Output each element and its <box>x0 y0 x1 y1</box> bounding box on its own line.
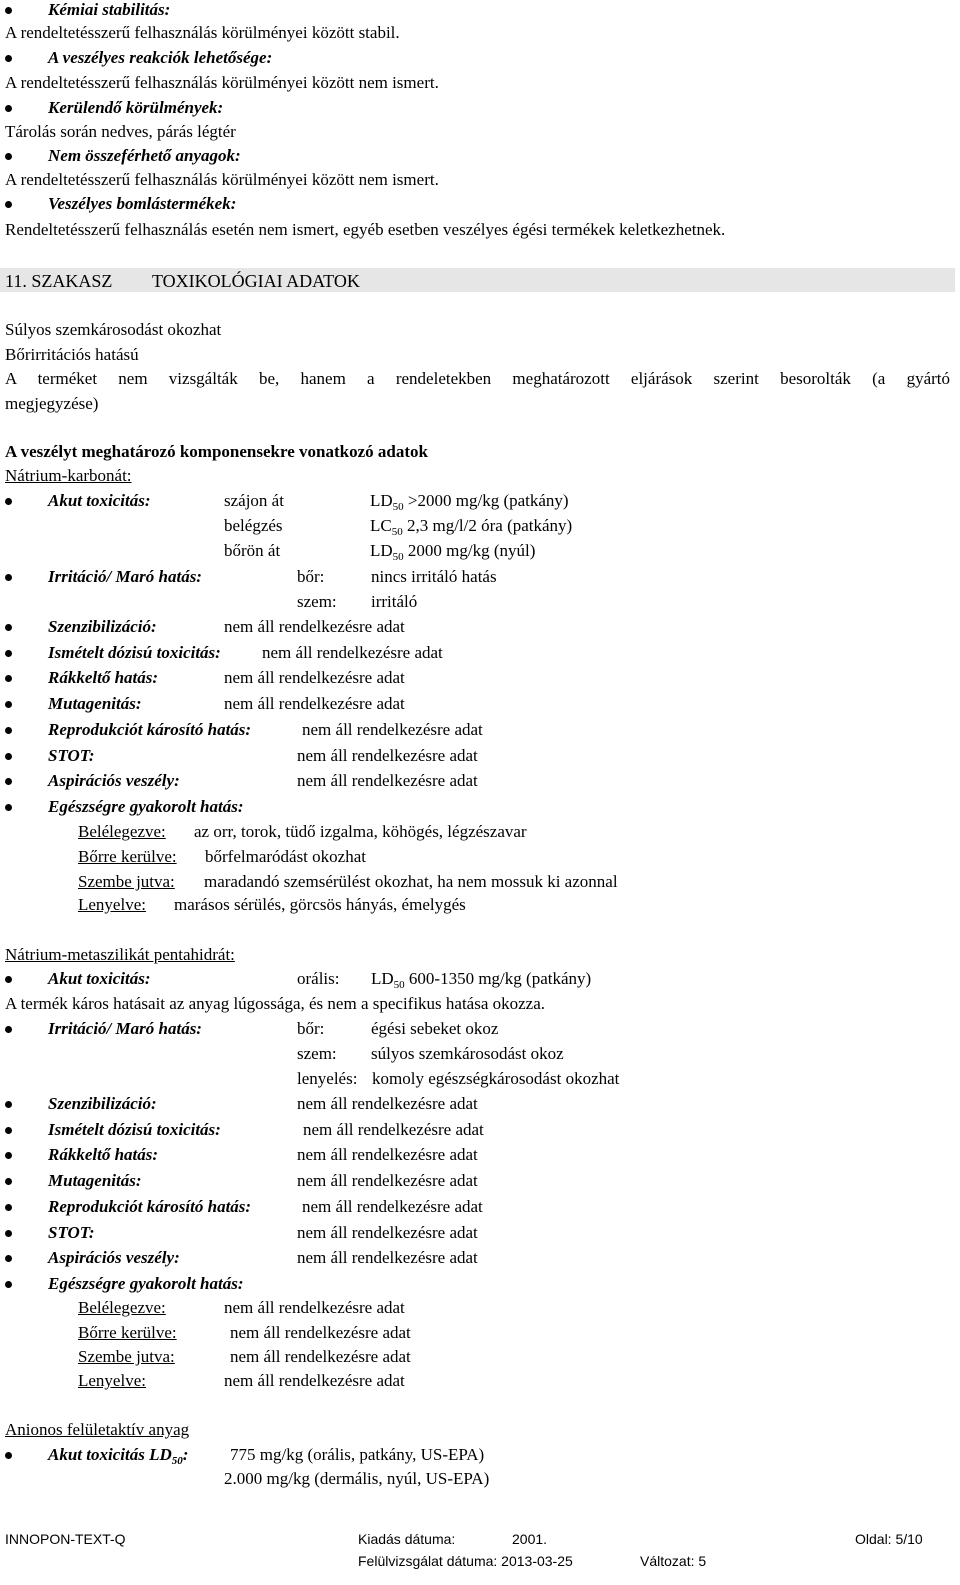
exposure-route: bőrön át <box>224 541 281 560</box>
acute-toxicity-label: Akut toxicitás: <box>48 491 151 510</box>
property-value: nem áll rendelkezésre adat <box>262 643 443 662</box>
irritation-key: szem: <box>297 1044 337 1063</box>
bullet-icon <box>5 201 12 208</box>
bullet-icon <box>5 1152 12 1159</box>
bullet-icon <box>5 650 12 657</box>
health-value: bőrfelmaródást okozhat <box>205 847 366 866</box>
bullet-icon <box>5 1178 12 1185</box>
bullet-icon <box>5 804 12 811</box>
bullet-icon <box>5 1255 12 1262</box>
item-title: Nem összeférhető anyagok: <box>48 146 241 165</box>
property-label: Ismételt dózisú toxicitás: <box>48 643 221 662</box>
health-value: nem áll rendelkezésre adat <box>224 1298 405 1317</box>
property-label: STOT: <box>48 746 95 765</box>
bullet-icon <box>5 1127 12 1134</box>
exposure-route: orális: <box>297 969 340 988</box>
item-text: A rendeltetésszerű felhasználás körülményei között stabil. <box>5 23 400 42</box>
acute-toxicity-label: Akut toxicitás: <box>48 969 151 988</box>
footer-product: INNOPON-TEXT-Q <box>5 1531 126 1547</box>
irritation-key: lenyelés: <box>297 1069 358 1088</box>
property-value: nem áll rendelkezésre adat <box>297 1223 478 1242</box>
item-title: Kémiai stabilitás: <box>48 0 171 19</box>
components-heading: A veszélyt meghatározó komponensekre vonatkozó adatok <box>5 442 428 461</box>
property-label: Ismételt dózisú toxicitás: <box>48 1120 221 1139</box>
health-key: Bőrre kerülve: <box>78 1323 177 1342</box>
bullet-icon <box>5 1230 12 1237</box>
bullet-icon <box>5 727 12 734</box>
footer-page-number: Oldal: 5/10 <box>855 1531 923 1547</box>
property-label: Szenzibilizáció: <box>48 1094 157 1113</box>
component-name: Anionos felületaktív anyag <box>5 1420 190 1439</box>
property-value: nem áll rendelkezésre adat <box>303 1120 484 1139</box>
property-value: nem áll rendelkezésre adat <box>224 617 405 636</box>
bullet-icon <box>5 498 12 505</box>
exposure-route: belégzés <box>224 516 283 535</box>
irritation-key: szem: <box>297 592 337 611</box>
health-value: nem áll rendelkezésre adat <box>230 1347 411 1366</box>
property-value: nem áll rendelkezésre adat <box>297 1171 478 1190</box>
acute-toxicity-label: Akut toxicitás $LD_{50}$: <box>48 1445 189 1467</box>
bullet-icon <box>5 624 12 631</box>
intro-paragraph-end: megjegyzése) <box>5 394 99 413</box>
bullet-icon <box>5 1101 12 1108</box>
irritation-value: égési sebeket okoz <box>371 1019 499 1038</box>
bullet-icon <box>5 574 12 581</box>
toxicity-value: $LC_{50}$ 2,3 mg/l/2 óra (patkány) <box>370 516 573 538</box>
component-note: A termék káros hatásait az anyag lúgossága, és nem a specifikus hatása okozza. <box>5 994 546 1013</box>
footer-issue-value: 2001. <box>512 1531 548 1547</box>
property-label: Aspirációs veszély: <box>48 771 180 790</box>
toxicity-value: $LD_{50}$ 600-1350 mg/kg (patkány) <box>371 969 592 991</box>
irritation-value: irritáló <box>371 592 418 611</box>
toxicity-value: 2.000 mg/kg (dermális, nyúl, US-EPA) <box>224 1469 490 1488</box>
section-number: 11. SZAKASZ <box>5 271 113 291</box>
property-label: Aspirációs veszély: <box>48 1248 180 1267</box>
health-value: marásos sérülés, görcsös hányás, émelygés <box>174 895 466 914</box>
item-title: Kerülendő körülmények: <box>48 98 224 117</box>
bullet-icon <box>5 1204 12 1211</box>
bullet-icon <box>5 105 12 112</box>
item-text: Rendeltetésszerű felhasználás esetén nem ismert, egyéb esetben veszélyes égési termékek keletkezhetnek. <box>5 220 726 239</box>
property-label: Rákkeltő hatás: <box>48 668 159 687</box>
footer-issue-label: Kiadás dátuma: <box>358 1531 456 1547</box>
health-key: Lenyelve: <box>78 895 146 914</box>
property-label: Mutagenitás: <box>48 1171 142 1190</box>
bullet-icon <box>5 153 12 160</box>
property-label: STOT: <box>48 1223 95 1242</box>
property-label: Reprodukciót károsító hatás: <box>48 1197 252 1216</box>
bullet-icon <box>5 701 12 708</box>
bullet-icon <box>5 55 12 62</box>
property-label: Mutagenitás: <box>48 694 142 713</box>
health-key: Belélegezve: <box>78 822 166 841</box>
bullet-icon <box>5 1281 12 1288</box>
property-value: nem áll rendelkezésre adat <box>224 694 405 713</box>
property-value: nem áll rendelkezésre adat <box>302 720 483 739</box>
intro-paragraph: A terméket nem vizsgálták be, hanem a rendeletekben meghatározott eljárások szerint besorolták (a gyártó <box>5 369 950 388</box>
health-value: az orr, torok, tüdő izgalma, köhögés, légzészavar <box>194 822 527 841</box>
irritation-label: Irritáció/ Maró hatás: <box>48 567 202 586</box>
section-header-bar <box>0 268 955 292</box>
bullet-icon <box>5 1026 12 1033</box>
property-value: nem áll rendelkezésre adat <box>297 771 478 790</box>
health-key: Belélegezve: <box>78 1298 166 1317</box>
irritation-key: bőr: <box>297 1019 325 1038</box>
irritation-label: Irritáció/ Maró hatás: <box>48 1019 202 1038</box>
irritation-value: nincs irritáló hatás <box>371 567 497 586</box>
property-value: nem áll rendelkezésre adat <box>297 1145 478 1164</box>
property-value: nem áll rendelkezésre adat <box>297 746 478 765</box>
intro-line: Bőrirritációs hatású <box>5 345 139 364</box>
component-name: Nátrium-metaszilikát pentahidrát: <box>5 945 235 964</box>
toxicity-value: $LD_{50}$ 2000 mg/kg (nyúl) <box>370 541 536 563</box>
property-value: nem áll rendelkezésre adat <box>297 1094 478 1113</box>
health-effects-label: Egészségre gyakorolt hatás: <box>48 797 244 816</box>
exposure-route: szájon át <box>224 491 284 510</box>
health-key: Szembe jutva: <box>78 1347 175 1366</box>
item-text: A rendeltetésszerű felhasználás körülményei között nem ismert. <box>5 73 439 92</box>
health-value: nem áll rendelkezésre adat <box>230 1323 411 1342</box>
health-effects-label: Egészségre gyakorolt hatás: <box>48 1274 244 1293</box>
toxicity-value: 775 mg/kg (orális, patkány, US-EPA) <box>230 1445 485 1464</box>
bullet-icon <box>5 753 12 760</box>
irritation-value: súlyos szemkárosodást okoz <box>371 1044 564 1063</box>
irritation-key: bőr: <box>297 567 325 586</box>
section-title: TOXIKOLÓGIAI ADATOK <box>152 271 360 291</box>
item-text: Tárolás során nedves, párás légtér <box>5 122 236 141</box>
bullet-icon <box>5 1452 12 1459</box>
property-value: nem áll rendelkezésre adat <box>224 668 405 687</box>
property-value: nem áll rendelkezésre adat <box>302 1197 483 1216</box>
item-title: Veszélyes bomlástermékek: <box>48 194 237 213</box>
component-name: Nátrium-karbonát: <box>5 466 132 485</box>
irritation-value: komoly egészségkárosodást okozhat <box>372 1069 620 1088</box>
health-value: nem áll rendelkezésre adat <box>224 1371 405 1390</box>
toxicity-value: $LD_{50} >2000$ mg/kg (patkány) <box>370 491 569 513</box>
bullet-icon <box>5 778 12 785</box>
health-key: Lenyelve: <box>78 1371 146 1390</box>
property-label: Rákkeltő hatás: <box>48 1145 159 1164</box>
bullet-icon <box>5 675 12 682</box>
intro-line: Súlyos szemkárosodást okozhat <box>5 320 222 339</box>
property-label: Szenzibilizáció: <box>48 617 157 636</box>
health-value: maradandó szemsérülést okozhat, ha nem mossuk ki azonnal <box>204 872 618 891</box>
bullet-icon <box>5 976 12 983</box>
item-title: A veszélyes reakciók lehetősége: <box>48 48 273 67</box>
footer-version: Változat: 5 <box>640 1553 707 1569</box>
health-key: Bőrre kerülve: <box>78 847 177 866</box>
footer-revision-date: Felülvizsgálat dátuma: 2013-03-25 <box>358 1553 573 1569</box>
health-key: Szembe jutva: <box>78 872 175 891</box>
item-text: A rendeltetésszerű felhasználás körülményei között nem ismert. <box>5 170 439 189</box>
property-value: nem áll rendelkezésre adat <box>297 1248 478 1267</box>
bullet-icon <box>5 7 12 14</box>
property-label: Reprodukciót károsító hatás: <box>48 720 252 739</box>
